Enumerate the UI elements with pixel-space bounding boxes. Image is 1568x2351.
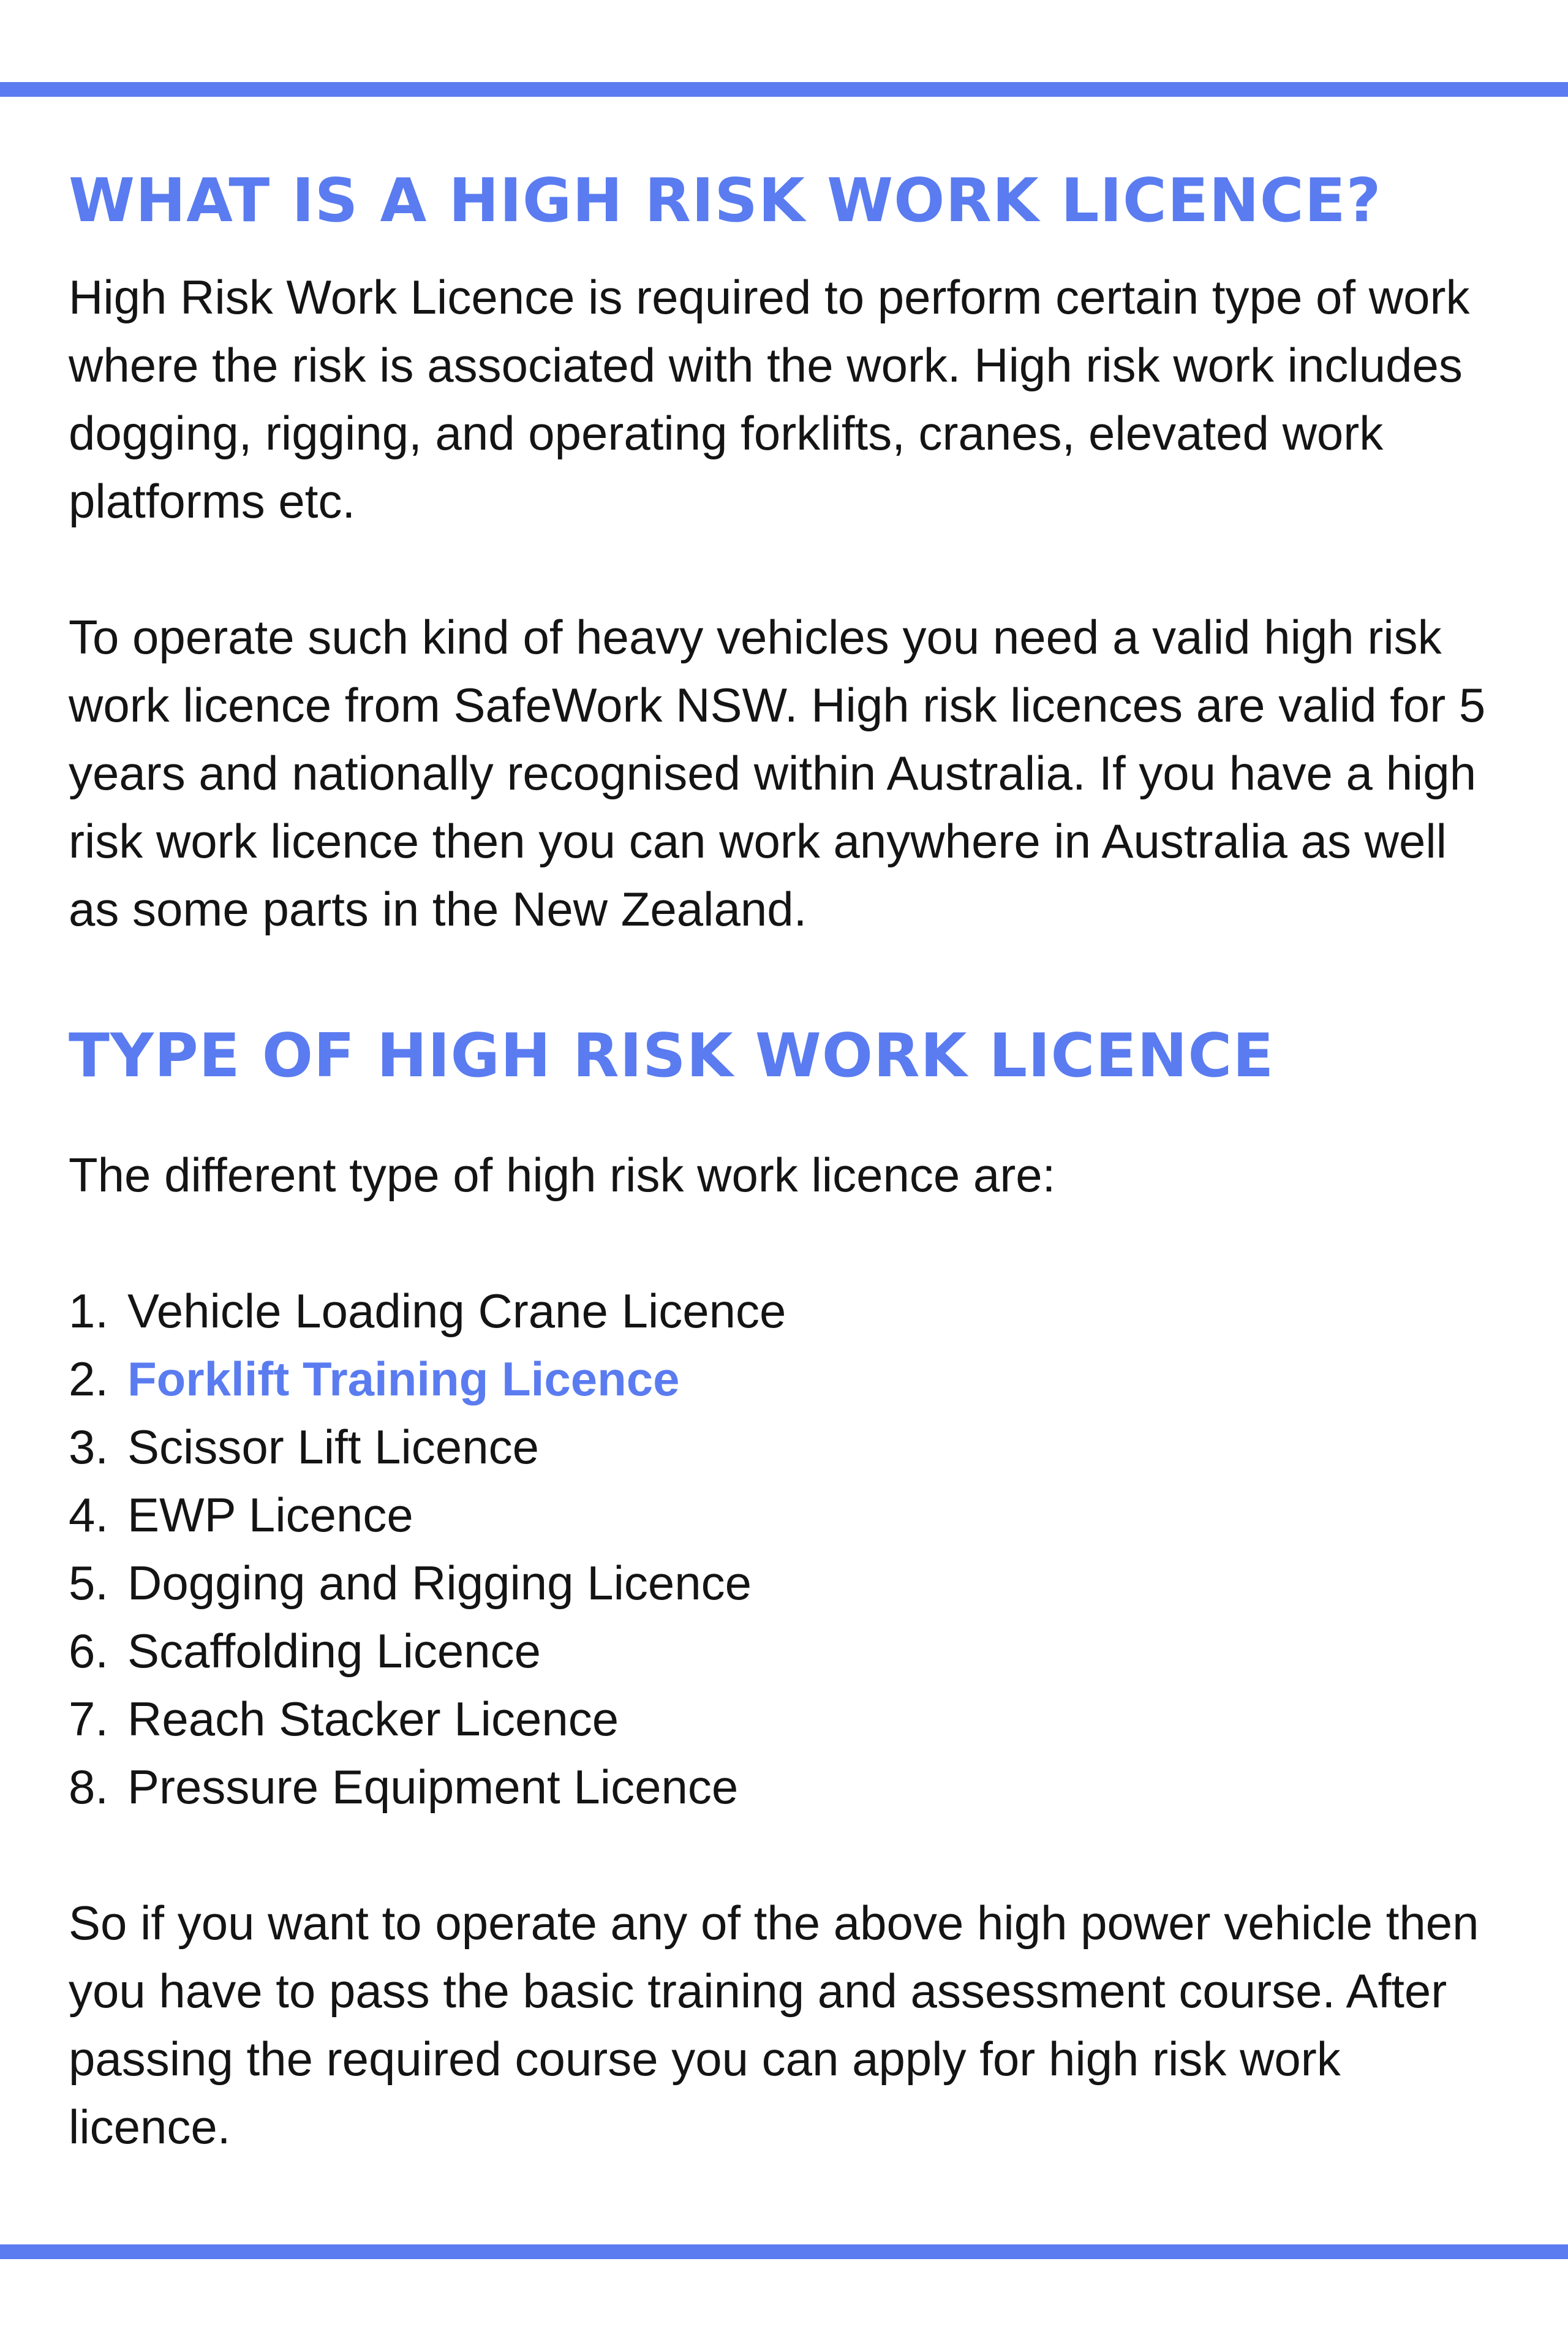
section-heading-types: TYPE OF HIGH RISK WORK LICENCE xyxy=(69,1021,1275,1091)
list-item xyxy=(69,1345,1502,1413)
list-item xyxy=(69,1481,1502,1549)
top-divider xyxy=(0,82,1568,97)
list-item-label: Scaffolding Licence xyxy=(127,1624,541,1678)
intro-paragraph: High Risk Work Licence is required to perform certain type of work where the risk is associated with the work. High risk work includes dogging, rigging, and operating forklifts, cranes, elevated work platforms etc. xyxy=(69,270,1470,528)
list-item-number: 5. xyxy=(69,1556,109,1610)
article-body xyxy=(69,165,1502,2161)
closing-paragraph: So if you want to operate any of the above high power vehicle then you have to pass the basic training and assessment course. After passing the required course you can apply for high risk work licence. xyxy=(69,1896,1479,2154)
list-item xyxy=(69,1685,1502,1753)
list-item-label: Pressure Equipment Licence xyxy=(127,1760,739,1814)
section-heading-what-is: WHAT IS A HIGH RISK WORK LICENCE? xyxy=(69,166,1382,236)
bottom-divider xyxy=(0,2244,1568,2259)
list-item-label: Scissor Lift Licence xyxy=(127,1420,539,1474)
list-item xyxy=(69,1617,1502,1685)
licence-type-list xyxy=(69,1277,1502,1821)
list-item-label: Dogging and Rigging Licence xyxy=(127,1556,752,1610)
list-item-label: Vehicle Loading Crane Licence xyxy=(127,1284,786,1338)
list-item-number: 8. xyxy=(69,1760,109,1814)
list-item-number: 2. xyxy=(69,1352,109,1406)
list-item xyxy=(69,1549,1502,1617)
list-item xyxy=(69,1413,1502,1481)
list-item-number: 4. xyxy=(69,1488,109,1542)
list-item-number: 6. xyxy=(69,1624,109,1678)
list-item-number: 1. xyxy=(69,1284,109,1338)
forklift-training-licence-link[interactable]: Forklift Training Licence xyxy=(127,1352,680,1406)
list-item-label: EWP Licence xyxy=(127,1488,413,1542)
validity-paragraph: To operate such kind of heavy vehicles you need a valid high risk work licence from SafeWork NSW. High risk licences are valid for 5 years and nationally recognised within Australia. If you have a high risk work licence then you can work anywhere in Australia as well as some parts in the New Zealand. xyxy=(69,609,1486,936)
list-item xyxy=(69,1753,1502,1821)
list-item xyxy=(69,1277,1502,1345)
list-item-number: 3. xyxy=(69,1420,109,1474)
types-intro-text: The different type of high risk work licence are: xyxy=(69,1148,1056,1202)
list-item-label: Reach Stacker Licence xyxy=(127,1692,619,1746)
list-item-number: 7. xyxy=(69,1692,109,1746)
